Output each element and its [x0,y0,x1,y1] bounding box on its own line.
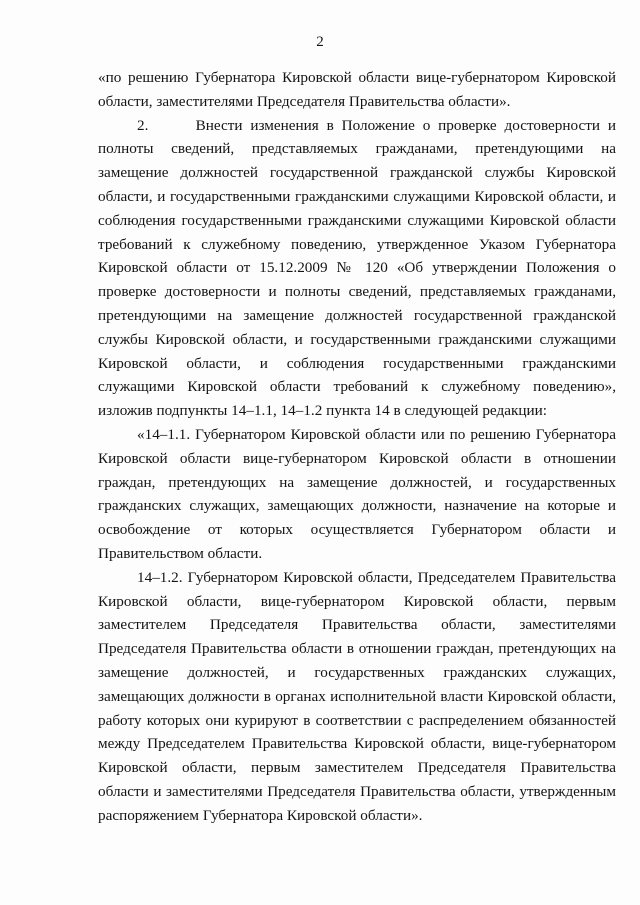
paragraph-subitem-14-1-2: 14–1.2. Губернатором Кировской области, Председателем Правительства Кировской области, вице-губернатором Кировской области, первым заместителем Председателя Правительства области, заместителями Председателя Правительства области в отношении граждан, претендующих на замещение должностей, и государственных гражданских служащих, замещающих должности в органах исполнительной власти Кировской области, работу которых они курируют в соответствии с распределением обязанностей между Председателем Правительства Кировской области, вице-губернатором Кировской области, первым заместителем Председателя Правительства области и заместителями Председателя Правительства области, утвержденным распоряжением Губернатора Кировской области». [98,568,616,824]
paragraph-item-2: 2. Внести изменения в Положение о проверке достоверности и полноты сведений, представляемых гражданами, претендующими на замещение должностей государственной гражданской службы Кировской области, и государственными гражданскими служащими Кировской области, и соблюдения государственными гражданскими служащими Кировской области требований к служебному поведению, утвержденное Указом Губернатора Кировской области от 15.12.2009 № 120 «Об утверждении Положения о проверке достоверности и полноты сведений, представляемых гражданами, претендующими на замещение должностей государственной гражданской службы Кировской области, и государственными гражданскими служащими Кировской области, и соблюдения государственными гражданскими служащими Кировской области требований к служебному поведению», изложив подпункты 14–1.1, 14–1.2 пункта 14 в следующей редакции: [98,116,616,420]
paragraph-continuation: «по решению Губернатора Кировской области вице-губернатором Кировской области, заместителями Председателя Правительства области». [98,69,616,110]
paragraph-subitem-14-1-1: «14–1.1. Губернатором Кировской области или по решению Губернатора Кировской области вице-губернатором Кировской области в отношении граждан, претендующих на замещение должностей, и государственных гражданских служащих, замещающих должности, назначение на которые и освобождение от которых осуществляется Губернатором области и Правительством области. [98,425,616,562]
document-body [98,66,616,828]
page-number: 2 [316,34,324,50]
